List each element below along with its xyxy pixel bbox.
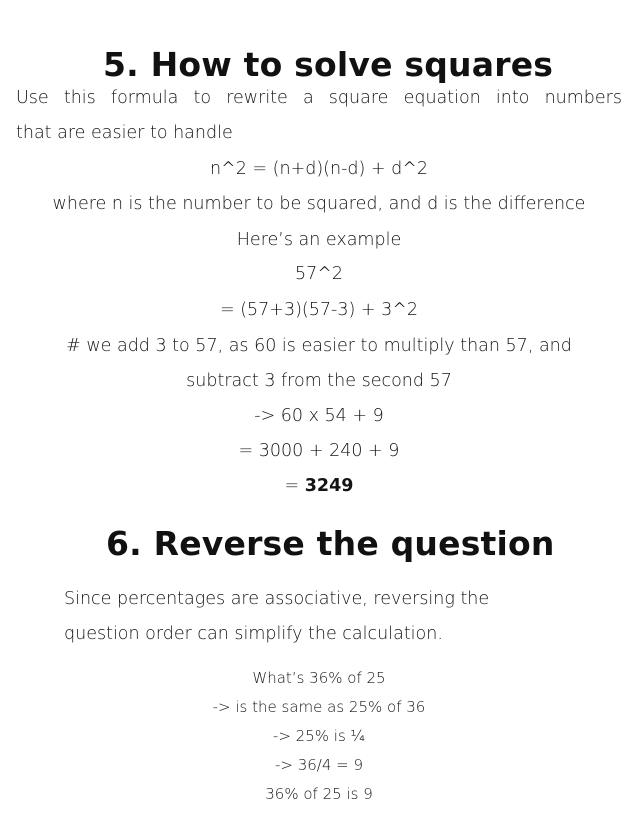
formula-explanation: where n is the number to be squared, and d is the difference bbox=[52, 194, 586, 214]
section-5-intro-line-1: Use this formula to rewrite a square equation into numbers bbox=[16, 88, 622, 108]
example-label: Here’s an example bbox=[236, 230, 402, 250]
example-step-4: = 3000 + 240 + 9 bbox=[238, 441, 400, 461]
example-result bbox=[0, 476, 638, 496]
example-note-line-1: # we add 3 to 57, as 60 is easier to multiply than 57, and bbox=[66, 336, 572, 356]
percent-step-5: 36% of 25 is 9 bbox=[265, 785, 373, 803]
percent-step-2: -> is the same as 25% of 36 bbox=[212, 698, 426, 716]
example-step-3: -> 60 x 54 + 9 bbox=[254, 406, 384, 426]
section-6-intro-line-2: question order can simplify the calculation. bbox=[64, 624, 443, 644]
section-6-title: 6. Reverse the question bbox=[106, 524, 555, 563]
percent-step-4: -> 36/4 = 9 bbox=[274, 756, 364, 774]
example-step-2: = (57+3)(57-3) + 3^2 bbox=[219, 300, 419, 320]
section-6-intro-line-1: Since percentages are associative, reversing the bbox=[64, 589, 490, 609]
example-note-line-2: subtract 3 from the second 57 bbox=[186, 371, 452, 391]
result-value: 3249 bbox=[304, 476, 354, 496]
section-5-intro-line-2: that are easier to handle bbox=[16, 123, 233, 143]
example-step-1: 57^2 bbox=[294, 264, 344, 284]
percent-step-3: -> 25% is ¼ bbox=[272, 727, 366, 745]
result-prefix: = bbox=[284, 476, 305, 496]
section-5-title: 5. How to solve squares bbox=[103, 45, 554, 84]
formula: n^2 = (n+d)(n-d) + d^2 bbox=[209, 159, 429, 179]
percent-step-1: What’s 36% of 25 bbox=[252, 669, 386, 687]
